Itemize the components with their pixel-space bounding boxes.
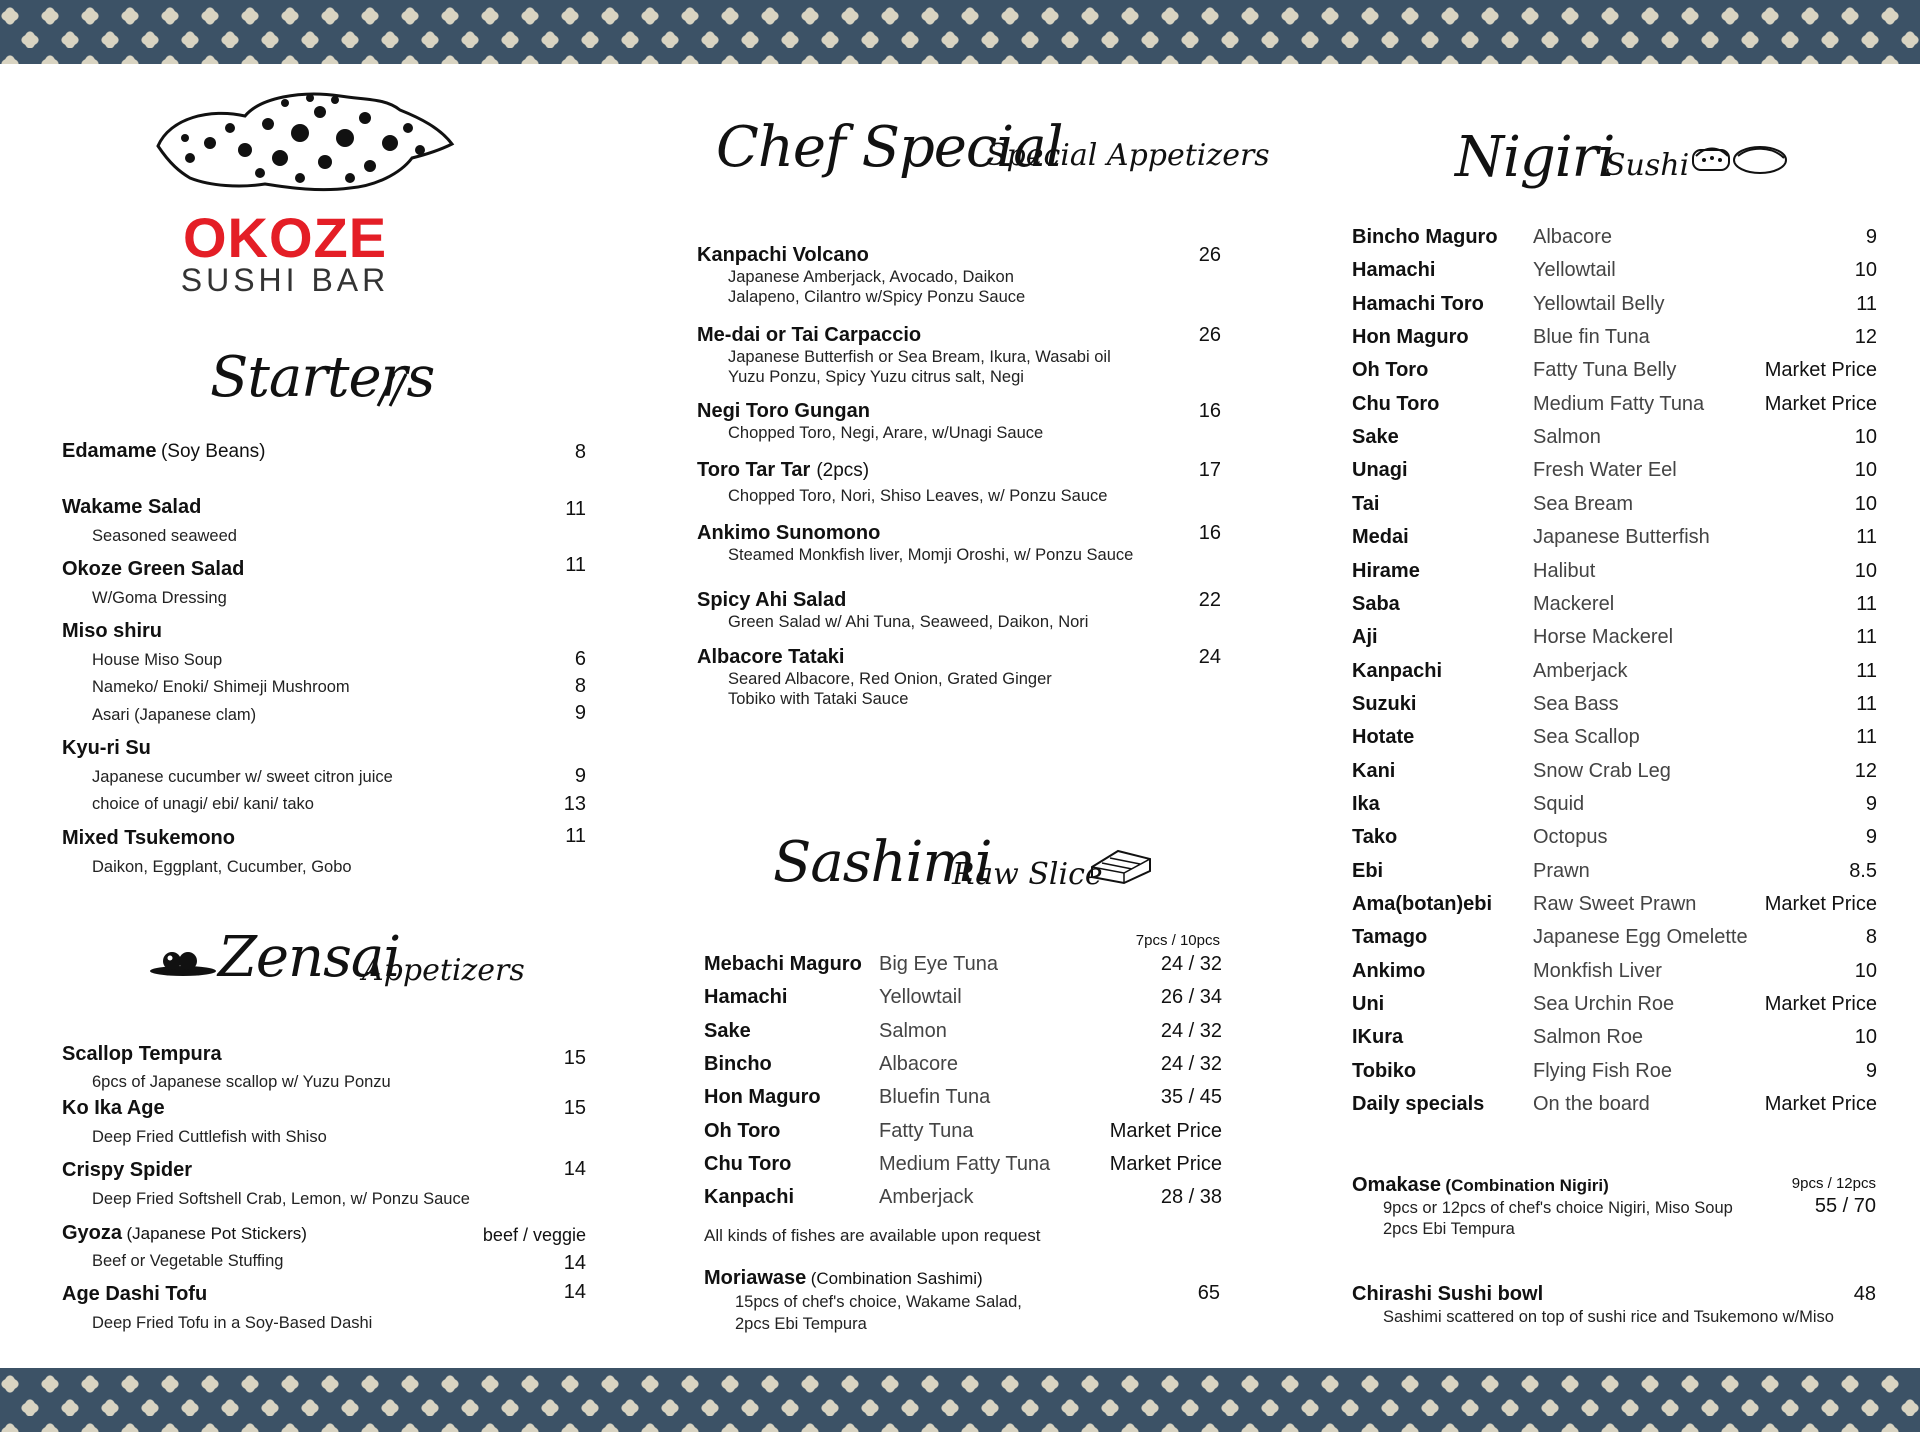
price: 10 <box>1854 559 1877 582</box>
price: Market Price <box>1764 893 1877 915</box>
sashimi-row <box>704 986 1222 1016</box>
sashimi-moriawase: Moriawase (Combination Sashimi) <box>704 1267 983 1289</box>
sashimi-row <box>704 953 1222 983</box>
nigiri-name: Saba <box>1352 592 1400 615</box>
item-description: Japanese Butterfish or Sea Bream, Ikura, Wasabi oil <box>728 348 1111 366</box>
nigiri-row <box>1352 459 1877 489</box>
nigiri-chirashi: Chirashi Sushi bowl <box>1352 1283 1544 1305</box>
nigiri-name: Hamachi Toro <box>1352 292 1484 315</box>
sashimi-row <box>704 1186 1222 1216</box>
nigiri-fish: Raw Sweet Prawn <box>1533 893 1697 915</box>
nigiri-fish: Octopus <box>1533 826 1608 849</box>
nigiri-fish: Japanese Butterfish <box>1533 526 1710 549</box>
nigiri-name: Tai <box>1352 492 1380 515</box>
item-description: Deep Fried Cuttlefish with Shiso <box>92 1128 327 1146</box>
nigiri-fish: Horse Mackerel <box>1533 626 1674 649</box>
sashimi-name: Mebachi Maguro <box>704 953 862 975</box>
nigiri-name: Medai <box>1352 526 1409 549</box>
nigiri-fish: On the board <box>1533 1093 1650 1116</box>
sashimi-row <box>704 1153 1222 1183</box>
nigiri-name: Ama(botan)ebi <box>1352 893 1492 915</box>
item-description: Jalapeno, Cilantro w/Spicy Ponzu Sauce <box>728 288 1026 306</box>
item-description: 9pcs or 12pcs of chef's choice Nigiri, Miso Soup <box>1383 1199 1733 1217</box>
omakase-portion-header: 9pcs / 12pcs <box>1791 1175 1876 1192</box>
item-description: Seasoned seaweed <box>92 527 237 545</box>
sub-item-label: Japanese cucumber w/ sweet citron juice <box>92 768 393 786</box>
nigiri-row <box>1352 359 1877 389</box>
price: 9 <box>1865 792 1877 815</box>
zensai-ko-ika-age: Ko Ika Age <box>62 1097 165 1119</box>
nigiri-row <box>1352 893 1877 923</box>
item-name: Ankimo Sunomono <box>697 522 881 544</box>
sashimi-name: Hamachi <box>704 986 788 1009</box>
nigiri-row <box>1352 393 1877 423</box>
nigiri-fish: Yellowtail Belly <box>1533 292 1665 315</box>
sashimi-fish: Albacore <box>879 1052 958 1075</box>
price: 65 <box>1197 1282 1220 1304</box>
price: 12 <box>1854 326 1877 349</box>
item-description: 6pcs of Japanese scallop w/ Yuzu Ponzu <box>92 1073 391 1091</box>
nigiri-fish: Blue fin Tuna <box>1533 326 1650 349</box>
price: 15 <box>563 1047 586 1069</box>
sashimi-row <box>704 1120 1222 1150</box>
price: 10 <box>1854 259 1877 282</box>
price: 16 <box>1198 400 1221 422</box>
sashimi-name: Bincho <box>704 1052 772 1075</box>
sashimi-name: Chu Toro <box>704 1152 792 1175</box>
nigiri-fish: Mackerel <box>1533 592 1615 615</box>
sashimi-fish: Amberjack <box>879 1186 974 1209</box>
sashimi-fish: Bluefin Tuna <box>879 1086 991 1109</box>
okoze-fish-logo-icon <box>150 88 460 208</box>
price: 24 <box>1198 646 1221 668</box>
starter-miso-shiru: Miso shiru <box>62 620 163 642</box>
price: 24 / 32 <box>1160 1052 1222 1075</box>
price: 10 <box>1854 459 1877 482</box>
item-description: Yuzu Ponzu, Spicy Yuzu citrus salt, Negi <box>728 368 1024 386</box>
price: 17 <box>1198 459 1221 481</box>
nigiri-fish: Albacore <box>1533 226 1612 248</box>
sashimi-note: All kinds of fishes are available upon request <box>704 1226 1041 1245</box>
price: 11 <box>565 498 586 520</box>
zensai-subtitle: Appetizers <box>362 953 525 988</box>
price: 11 <box>565 554 586 576</box>
item-description: Seared Albacore, Red Onion, Grated Ginger <box>728 670 1052 688</box>
item-description: Chopped Toro, Negi, Arare, w/Unagi Sauce <box>728 424 1044 442</box>
nigiri-row <box>1352 259 1877 289</box>
sashimi-name: Hon Maguro <box>704 1086 821 1109</box>
price: 26 <box>1198 244 1221 266</box>
nigiri-row <box>1352 860 1877 890</box>
sashimi-subtitle: Raw Slice <box>952 857 1103 892</box>
starter-okoze-green-salad: Okoze Green Salad <box>62 558 245 580</box>
top-pattern-border <box>0 0 1920 64</box>
price: 6 <box>574 648 586 670</box>
nigiri-name: IKura <box>1352 1026 1404 1049</box>
nigiri-row <box>1352 926 1877 956</box>
nigiri-row <box>1352 726 1877 756</box>
sashimi-fish: Fatty Tuna <box>879 1119 974 1142</box>
nigiri-name: Kani <box>1352 759 1396 782</box>
price: 8 <box>574 441 586 463</box>
nigiri-name: Daily specials <box>1352 1093 1485 1116</box>
chef-special-title: Chef Special <box>716 115 1063 180</box>
price: 35 / 45 <box>1160 1086 1222 1109</box>
sashimi-name: Kanpachi <box>704 1186 795 1209</box>
sub-item-label: choice of unagi/ ebi/ kani/ tako <box>92 795 314 813</box>
price: Market Price <box>1109 1119 1222 1142</box>
item-name: Albacore Tataki <box>697 646 845 668</box>
price: 11 <box>1856 659 1877 682</box>
nigiri-fish: Squid <box>1533 792 1585 815</box>
price: 55 / 70 <box>1814 1195 1876 1217</box>
price: 15 <box>563 1097 586 1119</box>
sashimi-slice-icon <box>1088 845 1154 885</box>
nigiri-fish: Sea Scallop <box>1533 726 1640 749</box>
item-name: Toro Tar Tar <box>697 459 811 481</box>
chef-special-item-name <box>697 646 844 669</box>
price: 16 <box>1198 522 1221 544</box>
price: 24 / 32 <box>1160 1019 1222 1042</box>
price: 8 <box>1865 926 1877 949</box>
nigiri-row <box>1352 293 1877 323</box>
price: 14 <box>563 1158 586 1180</box>
price: 8 <box>574 675 586 697</box>
brand-name: OKOZE <box>182 206 388 269</box>
price: Market Price <box>1764 1093 1877 1116</box>
price: 14 <box>563 1281 586 1303</box>
nigiri-row <box>1352 1026 1877 1056</box>
nigiri-name: Ankimo <box>1352 959 1426 982</box>
chef-special-item-name <box>697 400 870 423</box>
nigiri-row <box>1352 326 1877 356</box>
nigiri-name: Hotate <box>1352 726 1415 749</box>
sub-item-label: Asari (Japanese clam) <box>92 706 257 724</box>
chef-special-subtitle: Special Appetizers <box>986 138 1270 173</box>
nigiri-fish: Prawn <box>1533 859 1590 882</box>
starter-mixed-tsukemono: Mixed Tsukemono <box>62 827 235 849</box>
nigiri-name: Ika <box>1352 792 1380 815</box>
item-description: 2pcs Ebi Tempura <box>735 1315 867 1333</box>
nigiri-row <box>1352 1060 1877 1090</box>
chef-special-item-name <box>697 589 846 612</box>
item-description: Deep Fried Tofu in a Soy-Based Dashi <box>92 1314 373 1332</box>
nigiri-fish: Flying Fish Roe <box>1533 1059 1672 1082</box>
price: 11 <box>1856 292 1877 315</box>
starters-title: Starters <box>210 345 435 410</box>
nigiri-fish: Japanese Egg Omelette <box>1533 926 1748 949</box>
item-description: Tobiko with Tataki Sauce <box>728 690 909 708</box>
nigiri-row <box>1352 526 1877 556</box>
plate-icon <box>148 945 218 979</box>
sashimi-title: Sashimi <box>773 830 992 895</box>
item-description: Chopped Toro, Nori, Shiso Leaves, w/ Ponzu Sauce <box>728 487 1108 505</box>
nigiri-name: Kanpachi <box>1352 659 1443 682</box>
starter-kyuri-su: Kyu-ri Su <box>62 737 151 759</box>
sashimi-row <box>704 1020 1222 1050</box>
price: 26 <box>1198 324 1221 346</box>
item-description: Beef or Vegetable Stuffing <box>92 1252 284 1270</box>
price: Market Price <box>1764 359 1877 382</box>
nigiri-name: Sake <box>1352 426 1399 449</box>
nigiri-fish: Sea Urchin Roe <box>1533 993 1675 1016</box>
price: Market Price <box>1764 993 1877 1016</box>
price: 10 <box>1854 492 1877 515</box>
zensai-crispy-spider: Crispy Spider <box>62 1159 193 1181</box>
price: 26 / 34 <box>1160 986 1222 1009</box>
sashimi-name: Oh Toro <box>704 1119 781 1142</box>
nigiri-name: Oh Toro <box>1352 359 1429 382</box>
nigiri-row <box>1352 426 1877 456</box>
price: 24 / 32 <box>1160 953 1222 975</box>
price: 9 <box>1865 826 1877 849</box>
price: Market Price <box>1109 1152 1222 1175</box>
item-description: Sashimi scattered on top of sushi rice and Tsukemono w/Miso <box>1383 1308 1834 1326</box>
price: 9 <box>574 765 586 787</box>
sashimi-row <box>704 1086 1222 1116</box>
chef-special-item-name <box>697 324 921 347</box>
nigiri-name: Hamachi <box>1352 259 1436 282</box>
item-name: Me-dai or Tai Carpaccio <box>697 324 922 346</box>
price: 11 <box>1856 592 1877 615</box>
nigiri-sushi-icon <box>1690 138 1788 178</box>
sashimi-name: Sake <box>704 1019 751 1042</box>
nigiri-name: Tako <box>1352 826 1398 849</box>
zensai-scallop-tempura: Scallop Tempura <box>62 1043 222 1065</box>
bottom-pattern-border <box>0 1368 1920 1432</box>
nigiri-row <box>1352 993 1877 1023</box>
zensai-gyoza: Gyoza (Japanese Pot Stickers) <box>62 1222 307 1244</box>
sashimi-fish: Big Eye Tuna <box>879 953 998 975</box>
sub-item-label: House Miso Soup <box>92 651 223 669</box>
nigiri-fish: Salmon <box>1533 426 1601 449</box>
price: 10 <box>1854 959 1877 982</box>
item-note: (2pcs) <box>816 460 870 481</box>
item-description: Green Salad w/ Ahi Tuna, Seaweed, Daikon, Nori <box>728 613 1089 631</box>
nigiri-omakase: Omakase (Combination Nigiri) <box>1352 1174 1609 1196</box>
price: 10 <box>1854 426 1877 449</box>
item-description: W/Goma Dressing <box>92 589 227 607</box>
nigiri-fish: Fresh Water Eel <box>1533 459 1677 482</box>
nigiri-fish: Sea Bass <box>1533 692 1619 715</box>
sashimi-fish: Medium Fatty Tuna <box>879 1152 1051 1175</box>
nigiri-name: Hirame <box>1352 559 1420 582</box>
nigiri-row <box>1352 693 1877 723</box>
nigiri-row <box>1352 1093 1877 1123</box>
nigiri-row <box>1352 760 1877 790</box>
price: 48 <box>1853 1283 1876 1305</box>
price: 11 <box>1856 692 1877 715</box>
nigiri-name: Hon Maguro <box>1352 326 1469 349</box>
price: 8.5 <box>1849 859 1877 882</box>
brand-subtitle: SUSHI BAR <box>180 262 390 298</box>
nigiri-row <box>1352 560 1877 590</box>
nigiri-name: Suzuki <box>1352 692 1417 715</box>
nigiri-name: Bincho Maguro <box>1352 226 1498 248</box>
nigiri-row <box>1352 593 1877 623</box>
item-name: Negi Toro Gungan <box>697 400 870 422</box>
zensai-title: Zensai <box>218 925 401 990</box>
price: 9 <box>1865 1059 1877 1082</box>
sashimi-fish: Salmon <box>879 1019 947 1042</box>
chef-special-item-name <box>697 522 880 545</box>
starter-edamame: Edamame (Soy Beans) <box>62 440 266 462</box>
nigiri-title: Nigiri <box>1455 125 1615 190</box>
price: 11 <box>565 825 586 847</box>
item-name: Spicy Ahi Salad <box>697 589 847 611</box>
sashimi-fish: Yellowtail <box>879 986 962 1009</box>
item-description: Steamed Monkfish liver, Momji Oroshi, w/ Ponzu Sauce <box>728 546 1134 564</box>
zensai-age-dashi-tofu: Age Dashi Tofu <box>62 1283 208 1305</box>
gyoza-choice: beef / veggie <box>482 1225 586 1245</box>
price: 28 / 38 <box>1160 1186 1222 1209</box>
sashimi-portion-header: 7pcs / 10pcs <box>1135 932 1220 949</box>
item-name: Kanpachi Volcano <box>697 244 869 266</box>
price: 11 <box>1856 526 1877 549</box>
nigiri-name: Unagi <box>1352 459 1408 482</box>
nigiri-row <box>1352 626 1877 656</box>
sashimi-row <box>704 1053 1222 1083</box>
nigiri-fish: Fatty Tuna Belly <box>1533 359 1677 382</box>
nigiri-fish: Medium Fatty Tuna <box>1533 392 1705 415</box>
item-description: 15pcs of chef's choice, Wakame Salad, <box>735 1293 1022 1311</box>
item-description: Japanese Amberjack, Avocado, Daikon <box>728 268 1014 286</box>
nigiri-fish: Snow Crab Leg <box>1533 759 1671 782</box>
nigiri-row <box>1352 226 1877 256</box>
nigiri-row <box>1352 660 1877 690</box>
price: 11 <box>1856 626 1877 649</box>
chef-special-item-name <box>697 244 869 267</box>
nigiri-row <box>1352 793 1877 823</box>
price: 11 <box>1856 726 1877 749</box>
nigiri-name: Tobiko <box>1352 1059 1417 1082</box>
price: 12 <box>1854 759 1877 782</box>
sub-item-label: Nameko/ Enoki/ Shimeji Mushroom <box>92 678 350 696</box>
item-description: 2pcs Ebi Tempura <box>1383 1220 1515 1238</box>
nigiri-name: Chu Toro <box>1352 392 1440 415</box>
nigiri-fish: Amberjack <box>1533 659 1628 682</box>
nigiri-name: Tamago <box>1352 926 1428 949</box>
price: Market Price <box>1764 392 1877 415</box>
price: 22 <box>1198 589 1221 611</box>
nigiri-name: Aji <box>1352 626 1378 649</box>
nigiri-name: Uni <box>1352 993 1385 1016</box>
price: 14 <box>563 1252 586 1274</box>
item-description: Deep Fried Softshell Crab, Lemon, w/ Ponzu Sauce <box>92 1190 470 1208</box>
nigiri-row <box>1352 493 1877 523</box>
nigiri-row <box>1352 960 1877 990</box>
nigiri-fish: Sea Bream <box>1533 492 1634 515</box>
nigiri-name: Ebi <box>1352 859 1384 882</box>
nigiri-subtitle: Sushi <box>1605 148 1690 183</box>
nigiri-fish: Halibut <box>1533 559 1596 582</box>
nigiri-fish: Yellowtail <box>1533 259 1616 282</box>
nigiri-fish: Monkfish Liver <box>1533 959 1662 982</box>
nigiri-fish: Salmon Roe <box>1533 1026 1644 1049</box>
double-slash-icon <box>372 370 408 410</box>
chef-special-item-name <box>697 459 869 482</box>
price: 10 <box>1854 1026 1877 1049</box>
price: 13 <box>563 793 586 815</box>
price: 9 <box>574 702 586 724</box>
item-description: Daikon, Eggplant, Cucumber, Gobo <box>92 858 352 876</box>
starter-wakame-salad: Wakame Salad <box>62 496 202 518</box>
price: 9 <box>1865 226 1877 248</box>
nigiri-row <box>1352 826 1877 856</box>
